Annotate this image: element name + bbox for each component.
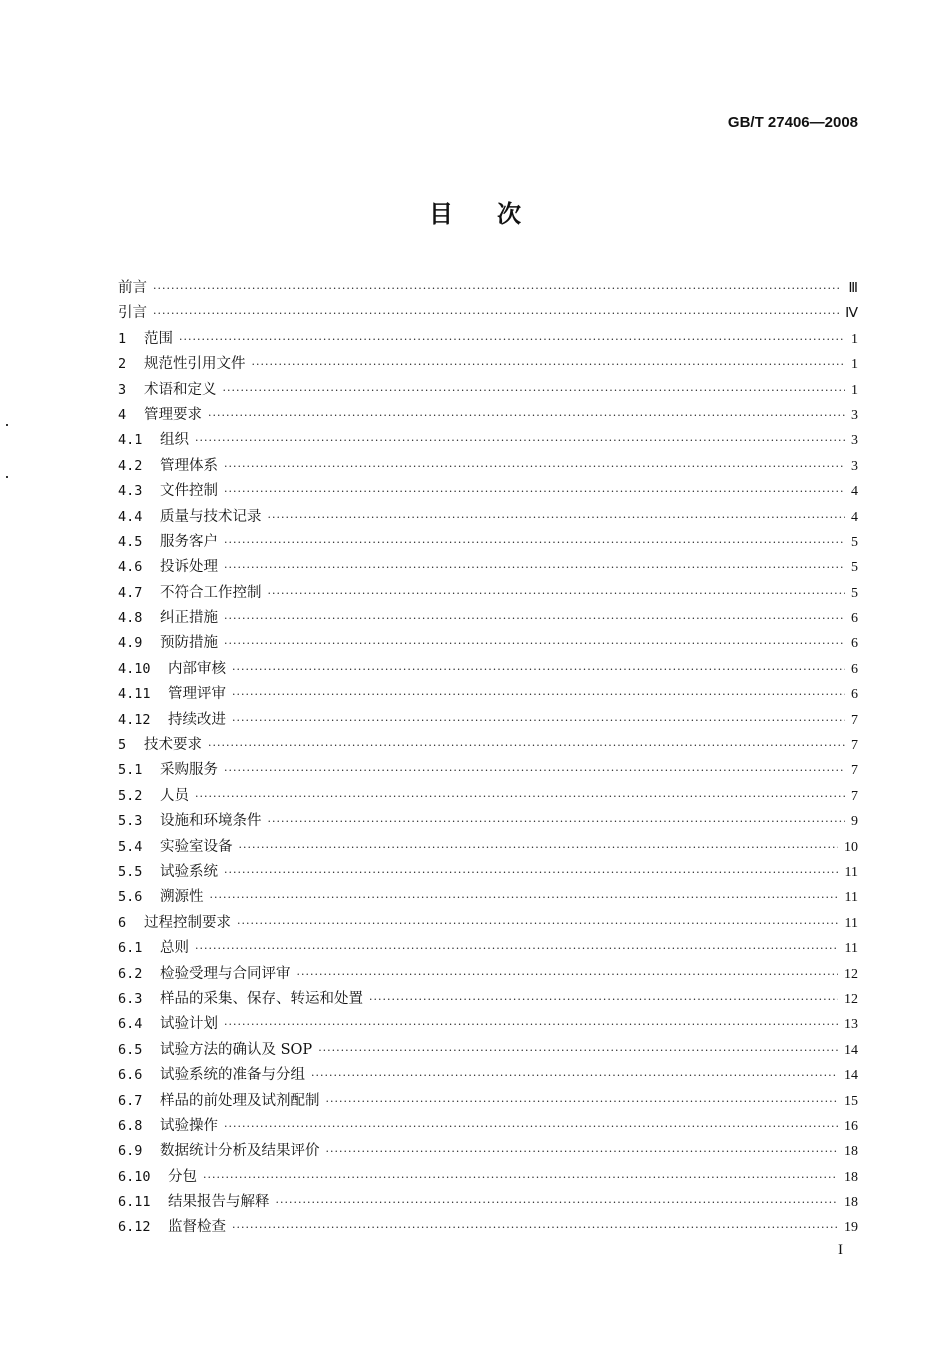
leader-dots [326, 1145, 839, 1158]
leader-dots [268, 587, 846, 600]
toc-entry-number: 5.4 [118, 838, 143, 855]
leader-dots [224, 866, 839, 879]
toc-entry-title: 设施和环境条件 [160, 813, 262, 830]
toc-entry[interactable] [118, 1165, 858, 1190]
toc-entry-number: 4.11 [118, 686, 151, 703]
toc-entry-number: 6.9 [118, 1143, 143, 1160]
toc-entry-page: 11 [844, 890, 858, 906]
toc-entry[interactable] [118, 479, 858, 504]
toc-entry-title: 试验系统的准备与分组 [160, 1067, 305, 1084]
toc-entry-page: 15 [844, 1093, 858, 1109]
toc-entry-page: 12 [844, 991, 858, 1007]
toc-entry[interactable] [118, 1063, 858, 1088]
toc-entry[interactable] [118, 809, 858, 834]
toc-entry-page: 12 [844, 966, 858, 982]
toc-entry[interactable] [118, 885, 858, 910]
toc-entry-number: 6.2 [118, 965, 143, 982]
toc-entry-title: 试验计划 [160, 1016, 218, 1033]
toc-entry-page: 3 [851, 458, 858, 474]
toc-entry-number: 6 [118, 914, 127, 931]
toc-entry[interactable] [118, 708, 858, 733]
toc-entry-title: 服务客户 [160, 533, 218, 550]
toc-entry-page: 18 [844, 1169, 858, 1185]
toc-entry-number: 4.5 [118, 533, 143, 550]
toc-entry[interactable] [118, 1190, 858, 1215]
toc-entry[interactable] [118, 1215, 858, 1240]
toc-entry[interactable] [118, 758, 858, 783]
toc-entry-page: 6 [851, 611, 858, 627]
leader-dots [297, 968, 839, 981]
toc-entry-page: 18 [844, 1195, 858, 1211]
toc-entry-title: 纠正措施 [160, 610, 218, 627]
toc-entry-number: 6.5 [118, 1041, 143, 1058]
toc-entry-title: 样品的采集、保存、转运和处置 [160, 990, 363, 1007]
toc-entry-page: 7 [851, 788, 858, 804]
toc-entry[interactable] [118, 962, 858, 987]
leader-dots [224, 485, 845, 498]
toc-entry-title: 溯源性 [160, 889, 204, 906]
toc-entry[interactable] [118, 403, 858, 428]
leader-dots [224, 536, 845, 549]
toc-entry-title: 文件控制 [160, 483, 218, 500]
leader-dots [153, 307, 839, 320]
toc-entry[interactable] [118, 352, 858, 377]
toc-entry[interactable] [118, 657, 858, 682]
toc-entry-title: 试验操作 [160, 1117, 218, 1134]
leader-dots [224, 637, 845, 650]
leader-dots [326, 1095, 839, 1108]
leader-dots [224, 460, 845, 473]
toc-entry-title: 数据统计分析及结果评价 [160, 1143, 320, 1160]
leader-dots [224, 612, 845, 625]
toc-entry[interactable] [118, 1089, 858, 1114]
toc-entry[interactable] [118, 428, 858, 453]
leader-dots [223, 384, 846, 397]
toc-entry-number: 4.1 [118, 432, 143, 449]
toc-entry[interactable] [118, 1012, 858, 1037]
toc-entry[interactable] [118, 987, 858, 1012]
toc-entry-page: 10 [844, 839, 858, 855]
toc-entry-title: 前言 [118, 280, 147, 296]
leader-dots [232, 1221, 838, 1234]
toc-entry[interactable] [118, 301, 858, 326]
toc-entry-title: 分包 [168, 1168, 197, 1185]
toc-entry-number: 4.3 [118, 483, 143, 500]
toc-entry[interactable] [118, 327, 858, 352]
scan-speck [6, 424, 8, 426]
leader-dots [232, 714, 845, 727]
toc-entry-page: 14 [844, 1068, 858, 1084]
toc-entry-number: 6.6 [118, 1067, 143, 1084]
toc-entry-page: 5 [851, 534, 858, 550]
toc-entry-title: 过程控制要求 [144, 914, 231, 931]
page-number: I [838, 1242, 843, 1258]
toc-entry-number: 2 [118, 356, 127, 373]
toc-entry-title: 人员 [160, 787, 189, 804]
toc-entry-title: 内部审核 [168, 660, 226, 677]
toc-entry-page: 1 [851, 357, 858, 373]
toc-entry-title: 规范性引用文件 [144, 356, 246, 373]
toc-entry-number: 6.10 [118, 1168, 151, 1185]
leader-dots [195, 434, 845, 447]
leader-dots [268, 511, 846, 524]
toc-entry-number: 4.7 [118, 584, 143, 601]
toc-entry-page: Ⅳ [845, 306, 858, 322]
toc-entry[interactable] [118, 378, 858, 403]
leader-dots [210, 891, 839, 904]
toc-entry-number: 1 [118, 330, 127, 347]
toc-entry-page: 7 [851, 763, 858, 779]
toc-entry-number: 6.12 [118, 1219, 151, 1236]
toc-entry[interactable] [118, 276, 858, 301]
leader-dots [239, 841, 839, 854]
leader-dots [195, 942, 839, 955]
toc-entry-title: 管理体系 [160, 457, 218, 474]
toc-entry-page: 18 [844, 1144, 858, 1160]
leader-dots [369, 993, 838, 1006]
toc-entry-title: 试验方法的确认及 SOP [160, 1041, 313, 1058]
toc-entry-title: 预防措施 [160, 635, 218, 652]
toc-entry-page: 3 [851, 433, 858, 449]
leader-dots [208, 409, 845, 422]
leader-dots [195, 790, 845, 803]
toc-entry[interactable] [118, 682, 858, 707]
toc-entry[interactable] [118, 581, 858, 606]
toc-entry-title: 不符合工作控制 [160, 584, 262, 601]
toc-entry-page: Ⅲ [848, 281, 858, 296]
toc-entry-title: 样品的前处理及试剂配制 [160, 1092, 320, 1109]
toc-entry-number: 4 [118, 406, 127, 423]
toc-entry-page: 11 [844, 864, 858, 880]
toc-entry-number: 4.2 [118, 457, 143, 474]
toc-entry-number: 6.1 [118, 940, 143, 957]
toc-entry[interactable] [118, 454, 858, 479]
leader-dots [224, 561, 845, 574]
toc-entry[interactable] [118, 505, 858, 530]
toc-entry-title: 管理要求 [144, 406, 202, 423]
leader-dots [203, 1171, 838, 1184]
toc-entry-title: 范围 [144, 330, 173, 347]
toc-entry-title: 结果报告与解释 [168, 1194, 270, 1211]
toc-entry[interactable] [118, 1038, 858, 1063]
toc-entry[interactable] [118, 530, 858, 555]
toc-entry-title: 质量与技术记录 [160, 508, 262, 525]
leader-dots [232, 663, 845, 676]
toc-entry[interactable] [118, 606, 858, 631]
toc-entry-page: 19 [844, 1220, 858, 1236]
toc-entry-number: 6.7 [118, 1092, 143, 1109]
toc-entry-number: 6.4 [118, 1016, 143, 1033]
toc-entry[interactable] [118, 911, 858, 936]
toc-entry-number: 6.11 [118, 1194, 151, 1211]
leader-dots [276, 1196, 839, 1209]
leader-dots [224, 1018, 838, 1031]
toc-entry[interactable] [118, 631, 858, 656]
toc-entry-title: 引言 [118, 305, 147, 322]
leader-dots [311, 1069, 838, 1082]
toc-entry-title: 实验室设备 [160, 838, 233, 855]
toc-entry[interactable] [118, 835, 858, 860]
toc-entry[interactable] [118, 1114, 858, 1139]
toc-entry[interactable] [118, 784, 858, 809]
toc-entry[interactable] [118, 1139, 858, 1164]
toc-entry-number: 5.3 [118, 813, 143, 830]
toc-entry-number: 5.2 [118, 787, 143, 804]
toc-entry-page: 6 [851, 636, 858, 652]
toc-entry-number: 4.12 [118, 711, 151, 728]
leader-dots [318, 1044, 838, 1057]
toc-entry-page: 1 [851, 331, 858, 347]
toc-entry-number: 4.8 [118, 610, 143, 627]
toc-entry-title: 术语和定义 [144, 381, 217, 398]
toc-entry-title: 组织 [160, 432, 189, 449]
toc-entry-title: 监督检查 [168, 1219, 226, 1236]
toc-entry-title: 检验受理与合同评审 [160, 965, 291, 982]
toc-entry[interactable] [118, 555, 858, 580]
toc-entry-page: 7 [851, 712, 858, 728]
toc-entry-number: 6.3 [118, 990, 143, 1007]
toc-entry-title: 技术要求 [144, 737, 202, 754]
toc-entry-title: 试验系统 [160, 863, 218, 880]
toc-entry-number: 5.5 [118, 863, 143, 880]
table-of-contents [118, 276, 858, 1241]
toc-entry-number: 3 [118, 381, 127, 398]
leader-dots [232, 688, 845, 701]
toc-entry-title: 持续改进 [168, 711, 226, 728]
toc-entry-page: 1 [851, 382, 858, 398]
toc-entry-page: 9 [851, 814, 858, 830]
toc-entry-page: 14 [844, 1042, 858, 1058]
toc-entry-number: 5.1 [118, 762, 143, 779]
toc-entry-page: 11 [844, 915, 858, 931]
page-title: 目次 [429, 199, 565, 228]
leader-dots [237, 917, 839, 930]
toc-entry[interactable] [118, 936, 858, 961]
toc-entry-page: 4 [851, 484, 858, 500]
toc-entry-page: 6 [851, 661, 858, 677]
standard-number: GB/T 27406—2008 [727, 114, 858, 131]
toc-entry-page: 5 [851, 560, 858, 576]
toc-entry[interactable] [118, 733, 858, 758]
leader-dots [224, 764, 845, 777]
toc-entry-page: 3 [851, 407, 858, 423]
toc-entry-title: 管理评审 [168, 686, 226, 703]
toc-entry-page: 16 [844, 1118, 858, 1134]
toc-entry-title: 总则 [160, 940, 189, 957]
toc-entry-page: 13 [844, 1017, 858, 1033]
toc-entry-number: 4.9 [118, 635, 143, 652]
toc-entry-number: 6.8 [118, 1117, 143, 1134]
toc-entry-page: 4 [851, 509, 858, 525]
toc-entry[interactable] [118, 860, 858, 885]
toc-entry-page: 7 [851, 738, 858, 754]
toc-entry-title: 采购服务 [160, 762, 218, 779]
toc-entry-number: 5 [118, 737, 127, 754]
leader-dots [179, 333, 845, 346]
toc-entry-number: 4.4 [118, 508, 143, 525]
leader-dots [252, 358, 846, 371]
toc-entry-number: 4.10 [118, 660, 151, 677]
leader-dots [224, 1120, 838, 1133]
toc-entry-number: 5.6 [118, 889, 143, 906]
toc-entry-page: 5 [851, 585, 858, 601]
leader-dots [153, 282, 842, 295]
toc-entry-page: 6 [851, 687, 858, 703]
leader-dots [208, 739, 845, 752]
toc-entry-number: 4.6 [118, 559, 143, 576]
toc-entry-page: 11 [844, 941, 858, 957]
scan-speck [6, 476, 8, 478]
leader-dots [268, 815, 846, 828]
toc-entry-title: 投诉处理 [160, 559, 218, 576]
